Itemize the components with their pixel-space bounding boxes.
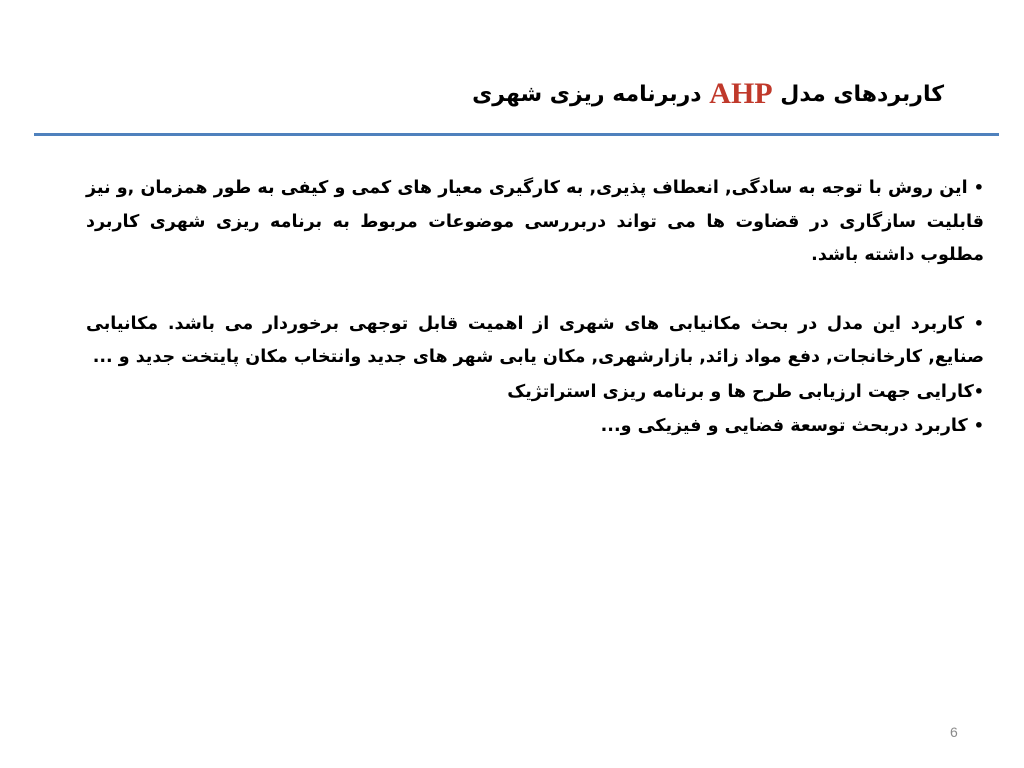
bullet-icon: •	[973, 313, 985, 333]
title-divider	[34, 133, 999, 136]
bullet-text-2: کاربرد این مدل در بحث مکانیابی های شهری از اهمیت قابل توجهی برخوردار می باشد. مکانیابی صنایع, کارخانجات, دفع مواد زائد, بازارشهری, مکان یابی شهر های جدید وانتخاب مکان پایتخت جدید و ...	[86, 313, 984, 367]
page-number: 6	[950, 724, 958, 740]
bullet-paragraph-2	[86, 307, 984, 375]
bullet-icon: •	[973, 416, 984, 435]
bullet-paragraph-1	[86, 171, 984, 273]
title-text-before: کاربردهای مدل	[780, 82, 944, 107]
title-accent-ahp: AHP	[709, 77, 773, 110]
bullet-paragraph-4	[86, 409, 984, 444]
bullet-icon: •	[973, 178, 985, 197]
bullet-paragraph-3	[86, 375, 984, 410]
bullet-text-3: کارایی جهت ارزیابی طرح ها و برنامه ریزی استراتژیک	[507, 381, 974, 402]
slide-body	[86, 171, 984, 444]
bullet-icon: •	[973, 381, 984, 401]
bullet-text-1: این روش با توجه به سادگی, انعطاف پذیری, به کارگیری معیار های کمی و کیفی به طور همزمان ,و نیز قابلیت سازگاری در قضاوت ها می تواند دربررسی موضوعات مربوط به برنامه ریزی شهری کاربرد مطلوب داشته باشد.	[86, 178, 984, 265]
bullet-text-4: کاربرد دربحث توسعة فضایی و فیزیکی و...	[600, 416, 968, 436]
slide-title	[472, 74, 944, 115]
title-text-after: دربرنامه ریزی شهری	[472, 82, 702, 107]
